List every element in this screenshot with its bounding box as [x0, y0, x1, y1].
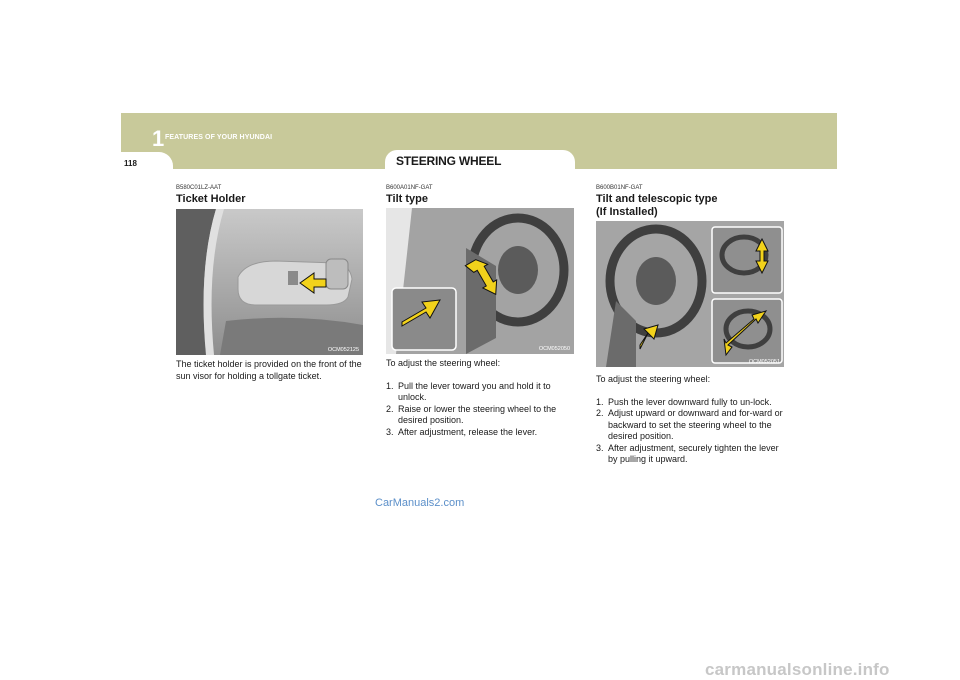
list-item: 3. After adjustment, securely tighten the lever by pulling it upward.	[596, 442, 779, 464]
section-heading: Tilt type	[386, 193, 428, 205]
figure-id: OCM052050	[538, 346, 570, 352]
section-title: STEERING WHEEL	[396, 154, 502, 168]
tilt-type-figure	[386, 208, 574, 354]
list-item: 1. Pull the lever toward you and hold it to unlock.	[386, 380, 551, 402]
steering-wheel-illustration	[386, 208, 574, 354]
list-item: 1. Push the lever downward fully to un-lock.	[596, 396, 772, 407]
steering-wheel-illustration	[596, 221, 784, 367]
footer-brand: carmanualsonline.info	[705, 660, 890, 679]
list-item: 2. Adjust upward or downward and for-ward or backward to set the steering wheel to the desired position.	[596, 408, 783, 441]
section-heading: Ticket Holder	[176, 193, 246, 205]
page-number: 118	[124, 159, 137, 168]
watermark-link[interactable]: CarManuals2.com	[375, 497, 465, 509]
figure-id: OCM052051	[748, 359, 780, 365]
section-code: B600A01NF-GAT	[386, 185, 433, 191]
section-heading-line2: (If Installed)	[596, 206, 658, 218]
sun-visor-illustration	[176, 209, 363, 355]
tilt-instructions	[386, 358, 576, 438]
section-code: B580C01LZ-AAT	[176, 185, 222, 191]
telescopic-instructions	[596, 374, 784, 466]
intro-text: To adjust the steering wheel:	[386, 358, 501, 368]
intro-text: To adjust the steering wheel:	[596, 374, 711, 384]
tilt-telescopic-figure	[596, 221, 784, 367]
chapter-title: FEATURES OF YOUR HYUNDAI	[165, 134, 273, 141]
list-item: 2. Raise or lower the steering wheel to the desired position.	[386, 403, 557, 425]
chapter-number: 1	[152, 126, 165, 151]
section-code: B600B01NF-GAT	[596, 185, 643, 191]
ticket-holder-figure	[176, 209, 363, 355]
figure-id: OCM052125	[327, 347, 359, 353]
section-heading-line1: Tilt and telescopic type	[596, 193, 718, 205]
list-item: 3. After adjustment, release the lever.	[386, 426, 538, 437]
body-text: The ticket holder is provided on the front of the sun visor for holding a tollgate ticket.	[176, 359, 362, 381]
